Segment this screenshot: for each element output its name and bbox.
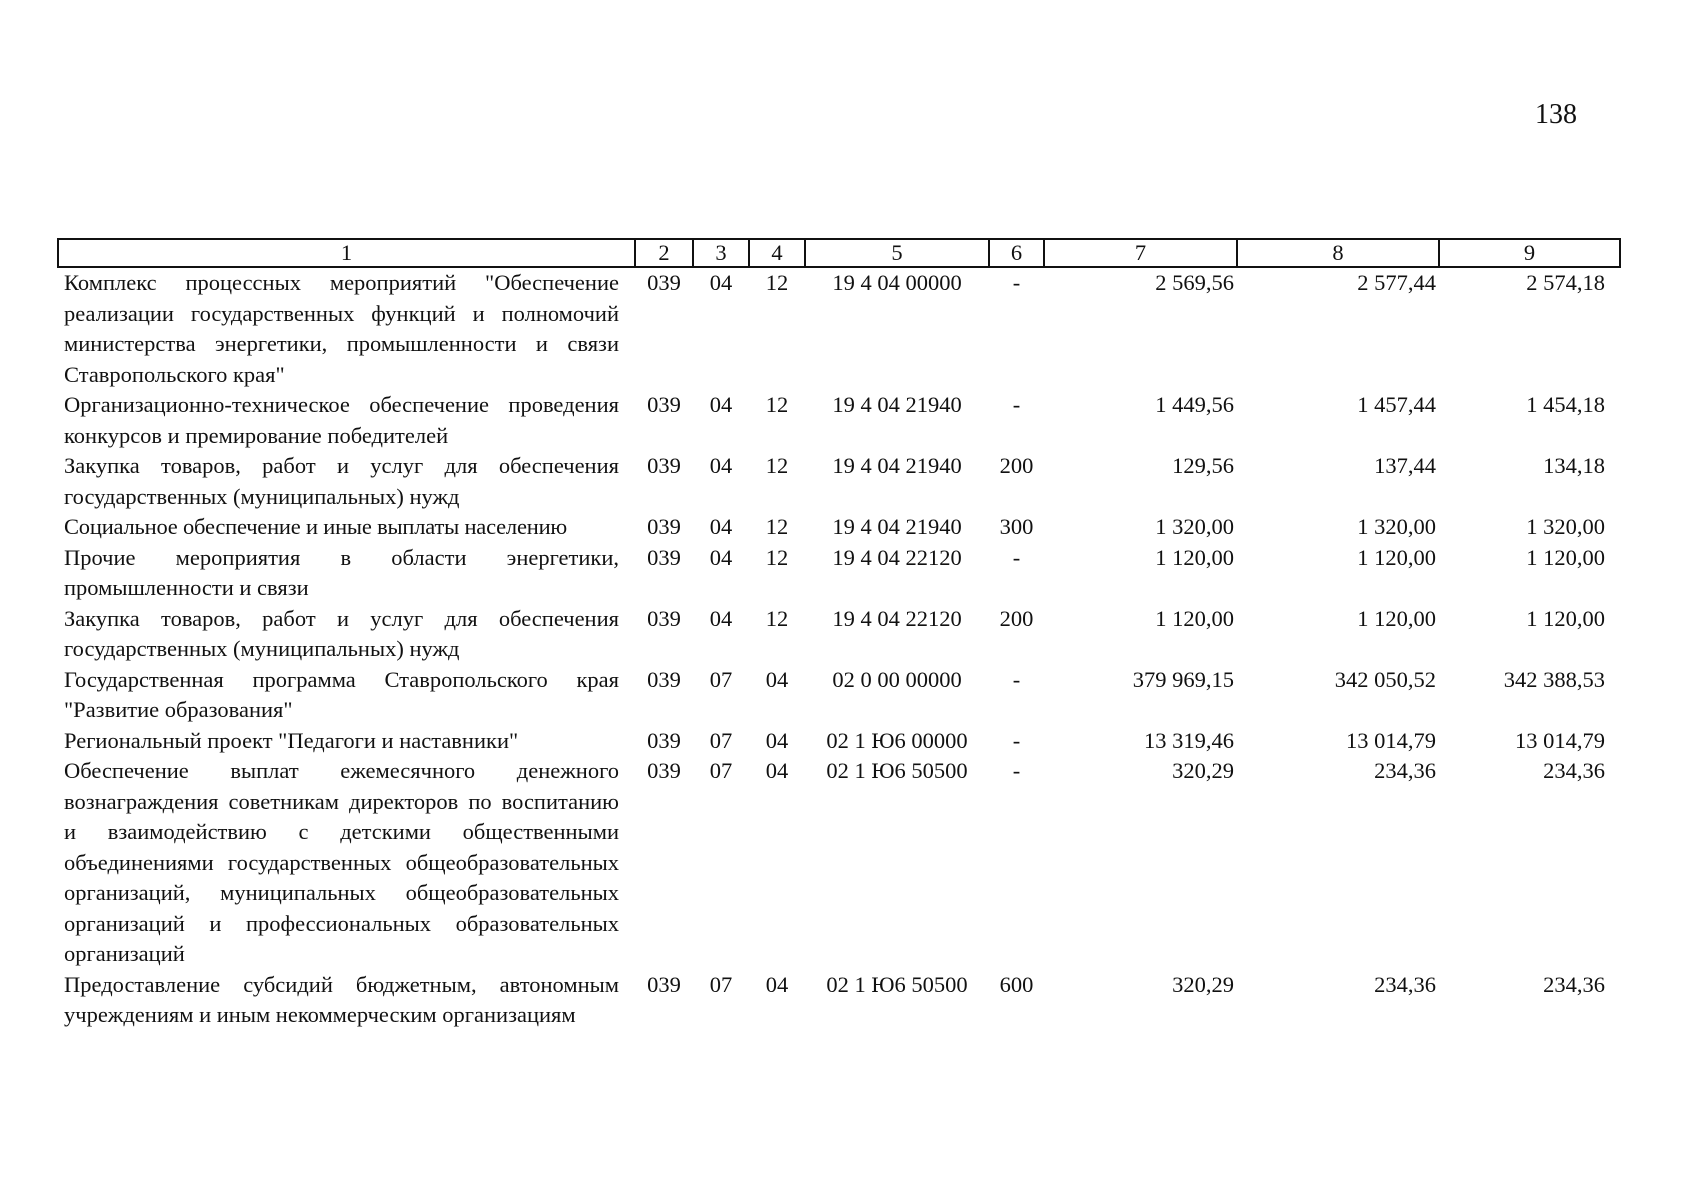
row-amount-7: 320,29: [1172, 971, 1234, 997]
table-row: [58, 451, 1620, 512]
row-amount-8: 1 457,44: [1357, 392, 1436, 417]
row-name: Государственная программа Ставропольского края "Развитие образования": [64, 666, 619, 722]
table-row: [58, 543, 1620, 604]
row-name: Организационно-техническое обеспечение проведения конкурсов и премирование победителей: [64, 392, 619, 448]
row-amount-9: 13 014,79: [1515, 727, 1605, 753]
row-amount-8: 137,44: [1374, 453, 1436, 478]
row-ministry-code: 039: [647, 392, 681, 417]
page-number: 138: [1535, 99, 1577, 130]
row-name: Закупка товаров, работ и услуг для обеспечения государственных (муниципальных) нужд: [64, 453, 619, 509]
header-cell-3: 3: [693, 239, 749, 267]
row-ministry-code: 039: [647, 727, 681, 753]
header-cell-2: 2: [635, 239, 693, 267]
row-ministry-code: 039: [647, 514, 681, 539]
row-amount-9: 1 120,00: [1526, 605, 1605, 631]
row-amount-7: 1 120,00: [1155, 544, 1234, 570]
header-cell-7: 7: [1044, 239, 1237, 267]
row-target-article: 19 4 04 21940: [832, 453, 962, 478]
row-amount-7: 1 120,00: [1155, 605, 1234, 631]
row-amount-8: 13 014,79: [1346, 727, 1436, 753]
table-row: [58, 267, 1620, 390]
row-amount-8: 1 320,00: [1357, 514, 1436, 539]
row-name: Предоставление субсидий бюджетным, автономным учреждениям и иным некоммерческим организациям: [64, 971, 619, 1027]
header-cell-9: 9: [1439, 239, 1620, 267]
row-ministry-code: 039: [647, 453, 681, 478]
row-amount-9: 234,36: [1543, 758, 1605, 783]
header-row: [58, 239, 1620, 267]
row-ministry-code: 039: [647, 270, 681, 295]
row-target-article: 02 1 Ю6 50500: [826, 971, 968, 997]
row-section-code: 07: [709, 971, 733, 997]
row-amount-7: 2 569,56: [1155, 270, 1234, 295]
header-cell-4: 4: [749, 239, 805, 267]
row-expense-type: 600: [999, 971, 1034, 997]
row-amount-9: 134,18: [1543, 453, 1605, 478]
table-header: [58, 239, 1620, 267]
row-expense-type: -: [1012, 392, 1021, 417]
row-amount-8: 234,36: [1374, 971, 1436, 997]
row-expense-type: -: [1012, 758, 1021, 783]
header-cell-6: 6: [989, 239, 1044, 267]
row-subsection-code: 04: [765, 727, 789, 753]
row-ministry-code: 039: [647, 758, 681, 783]
row-amount-7: 13 319,46: [1144, 727, 1234, 753]
row-amount-7: 320,29: [1172, 758, 1234, 783]
row-target-article: 19 4 04 22120: [832, 544, 962, 570]
row-amount-9: 1 320,00: [1526, 514, 1605, 539]
row-subsection-code: 04: [765, 666, 789, 692]
row-name: Закупка товаров, работ и услуг для обеспечения государственных (муниципальных) нужд: [64, 605, 619, 661]
row-ministry-code: 039: [647, 605, 681, 631]
row-subsection-code: 04: [765, 971, 789, 997]
row-target-article: 19 4 04 00000: [832, 270, 962, 295]
row-name: Комплекс процессных мероприятий "Обеспечение реализации государственных функций и полномочий министерства энергетики, промышленности и связи Ставропольского края": [64, 270, 619, 387]
row-expense-type: 200: [999, 453, 1034, 478]
row-expense-type: -: [1012, 727, 1021, 753]
row-expense-type: -: [1012, 666, 1021, 692]
row-amount-8: 342 050,52: [1334, 666, 1436, 692]
table-body: [58, 267, 1620, 1031]
row-target-article: 02 1 Ю6 50500: [826, 758, 968, 783]
row-amount-9: 1 120,00: [1526, 544, 1605, 570]
table-row: [58, 604, 1620, 665]
row-section-code: 07: [709, 758, 733, 783]
row-amount-9: 2 574,18: [1526, 270, 1605, 295]
row-amount-7: 1 449,56: [1155, 392, 1234, 417]
table-row: [58, 970, 1620, 1031]
table-row: [58, 726, 1620, 757]
row-target-article: 19 4 04 21940: [832, 392, 962, 417]
row-section-code: 04: [709, 514, 733, 539]
row-amount-9: 234,36: [1543, 971, 1605, 997]
row-amount-8: 2 577,44: [1357, 270, 1436, 295]
header-cell-8: 8: [1237, 239, 1439, 267]
row-subsection-code: 12: [765, 544, 789, 570]
row-amount-7: 379 969,15: [1132, 666, 1234, 692]
row-expense-type: -: [1012, 270, 1021, 295]
row-expense-type: 300: [999, 514, 1034, 539]
row-section-code: 07: [709, 666, 733, 692]
row-amount-9: 342 388,53: [1503, 666, 1605, 692]
row-section-code: 04: [709, 544, 733, 570]
row-subsection-code: 12: [765, 270, 789, 295]
row-target-article: 02 1 Ю6 00000: [826, 727, 968, 753]
row-section-code: 04: [709, 270, 733, 295]
row-subsection-code: 12: [765, 514, 789, 539]
row-amount-8: 1 120,00: [1357, 605, 1436, 631]
row-subsection-code: 12: [765, 453, 789, 478]
row-name: Прочие мероприятия в области энергетики, промышленности и связи: [64, 544, 619, 600]
row-subsection-code: 12: [765, 605, 789, 631]
row-amount-8: 1 120,00: [1357, 544, 1436, 570]
table-row: [58, 756, 1620, 970]
row-ministry-code: 039: [647, 971, 681, 997]
row-target-article: 19 4 04 21940: [832, 514, 962, 539]
row-section-code: 04: [709, 605, 733, 631]
table-row: [58, 665, 1620, 726]
budget-table: [57, 238, 1621, 1031]
row-subsection-code: 12: [765, 392, 789, 417]
row-expense-type: -: [1012, 544, 1021, 570]
row-expense-type: 200: [999, 605, 1034, 631]
row-amount-8: 234,36: [1374, 758, 1436, 783]
row-target-article: 02 0 00 00000: [832, 666, 962, 692]
row-subsection-code: 04: [765, 758, 789, 783]
row-ministry-code: 039: [647, 544, 681, 570]
header-cell-5: 5: [805, 239, 989, 267]
table-row: [58, 390, 1620, 451]
row-name: Социальное обеспечение и иные выплаты населению: [64, 514, 568, 539]
header-cell-1: 1: [58, 239, 635, 267]
row-ministry-code: 039: [647, 666, 681, 692]
row-section-code: 07: [709, 727, 733, 753]
row-name: Обеспечение выплат ежемесячного денежного вознаграждения советникам директоров по воспитанию и взаимодействию с детскими общественными объединениями государственных общеобразовательных организаций, муниципальных общеобразовательных организаций и профессиональных образовательных организаций: [64, 758, 619, 966]
table-row: [58, 512, 1620, 543]
row-section-code: 04: [709, 453, 733, 478]
row-target-article: 19 4 04 22120: [832, 605, 962, 631]
row-name: Региональный проект "Педагоги и наставники": [64, 727, 519, 753]
row-amount-7: 129,56: [1172, 453, 1234, 478]
row-amount-9: 1 454,18: [1526, 392, 1605, 417]
row-section-code: 04: [709, 392, 733, 417]
row-amount-7: 1 320,00: [1155, 514, 1234, 539]
